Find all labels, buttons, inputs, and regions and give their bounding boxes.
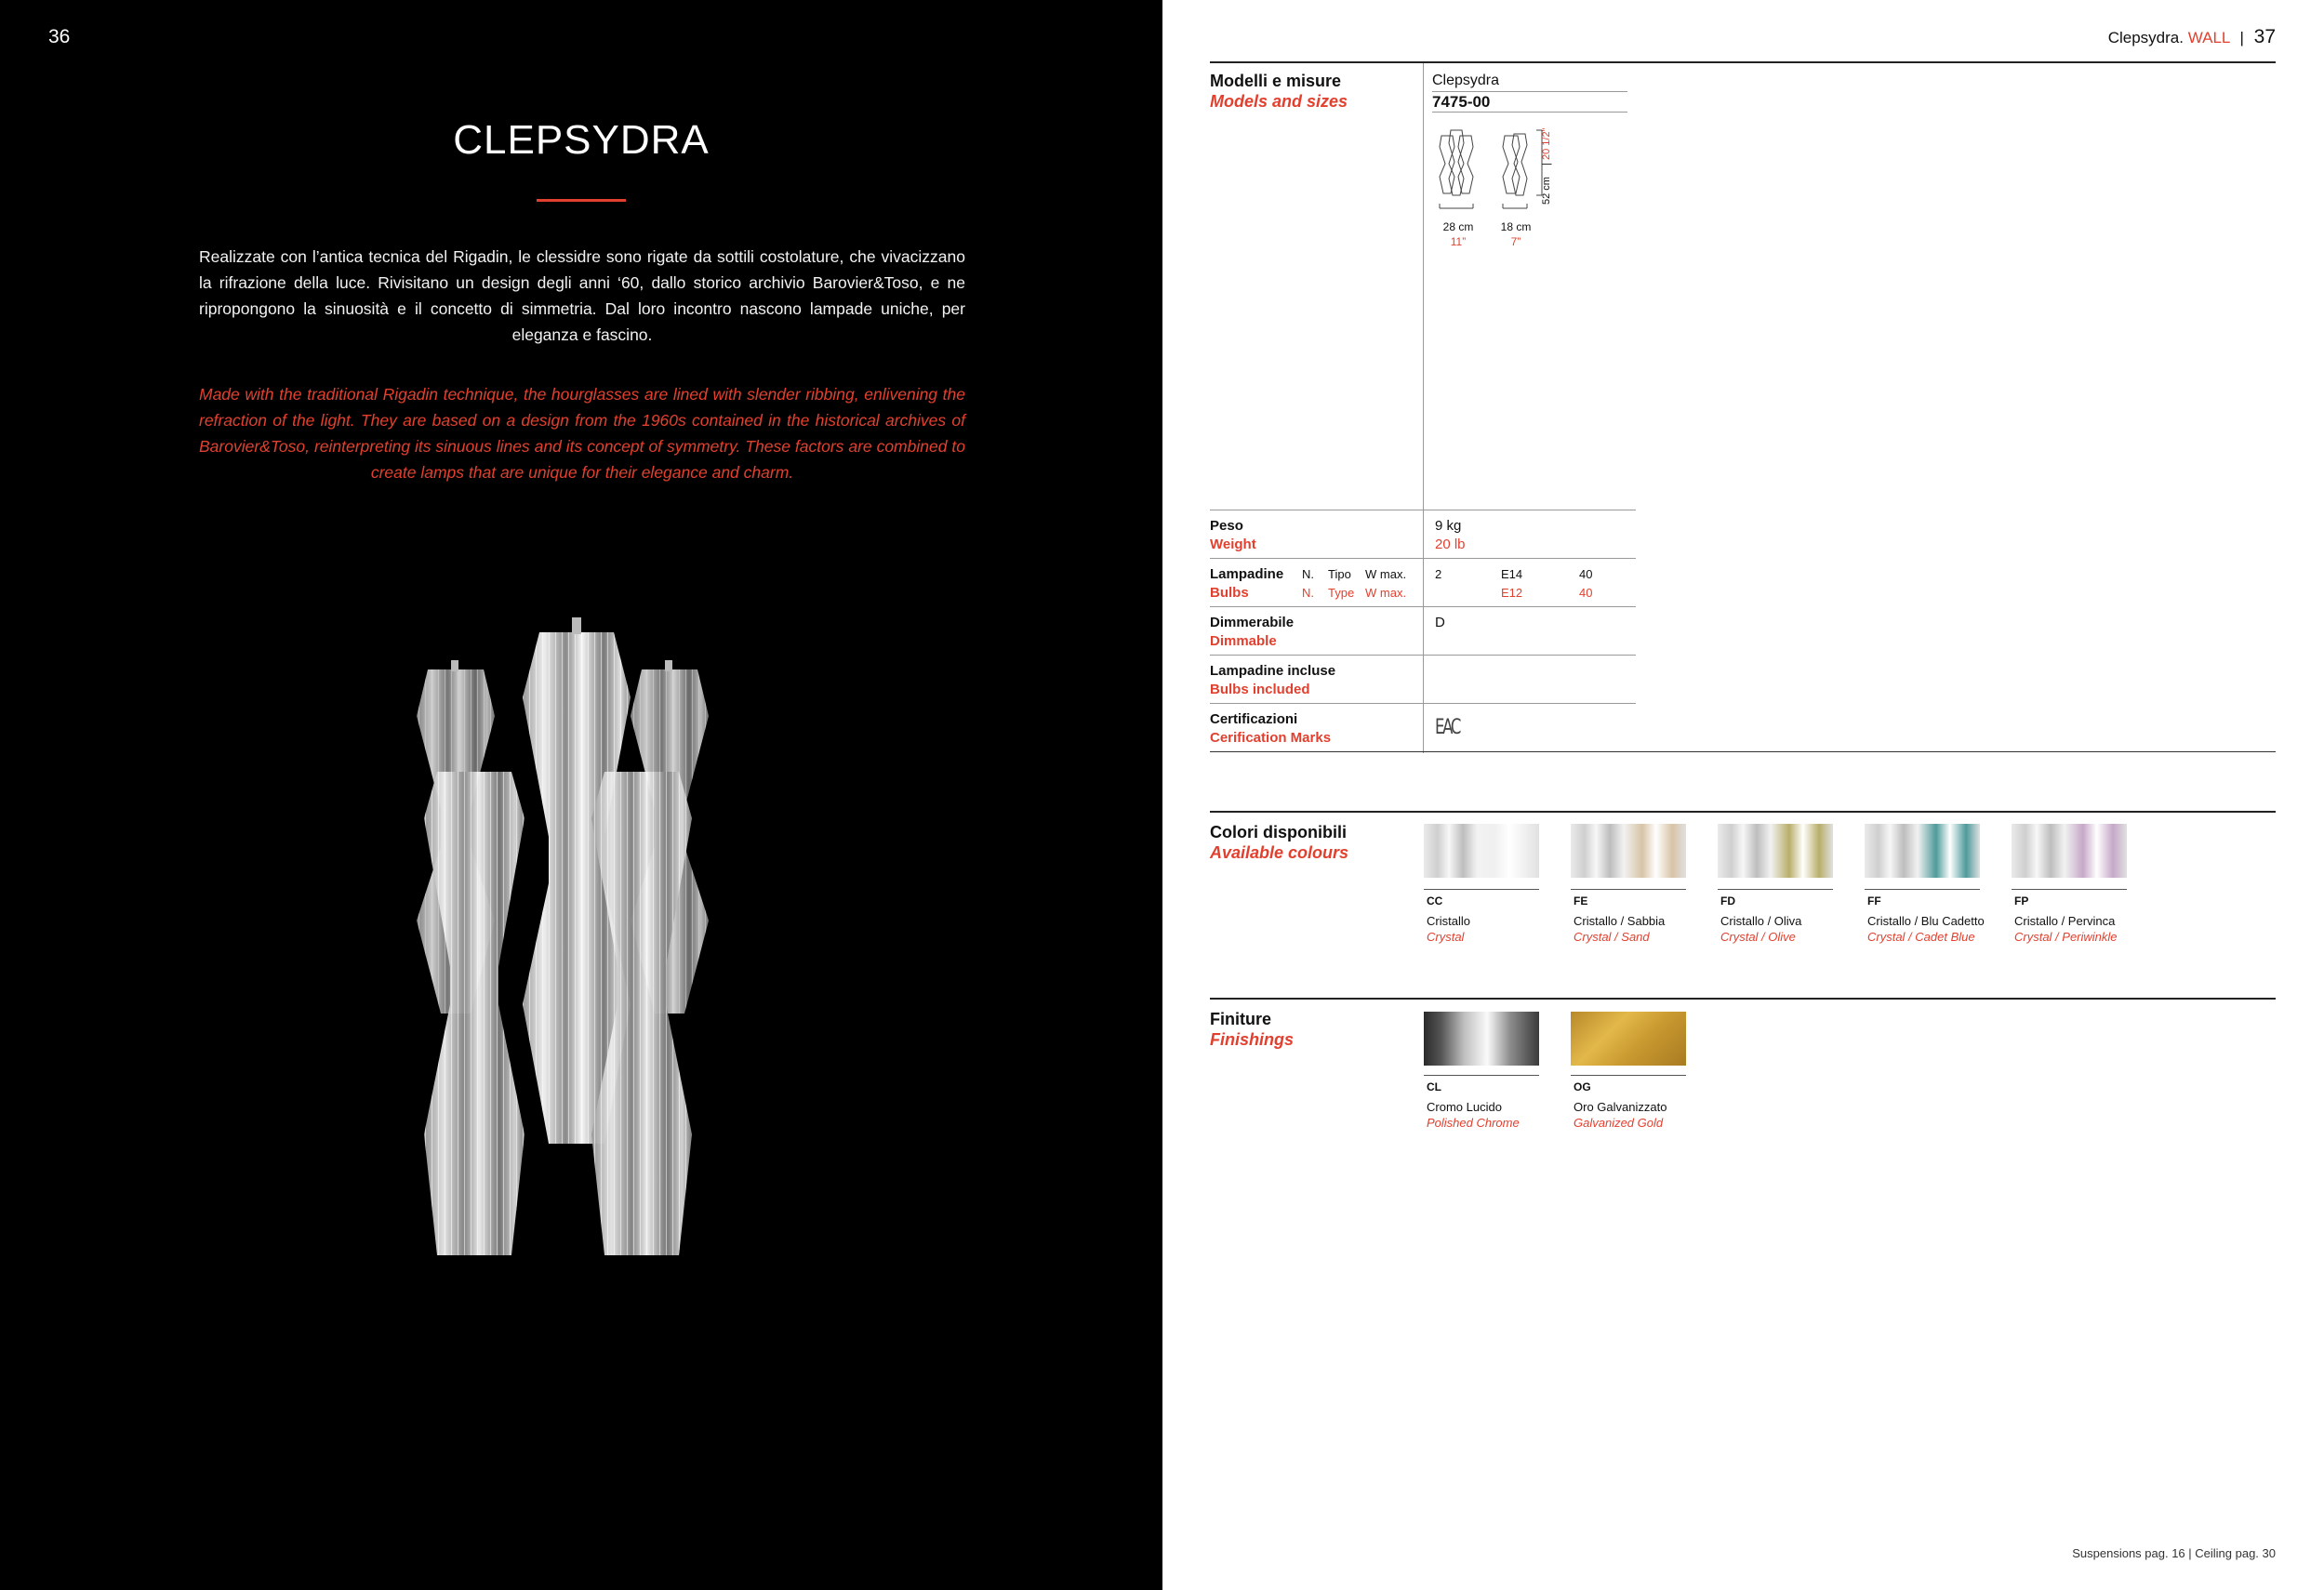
running-header <box>2108 26 2276 48</box>
colour-swatch-fd[interactable] <box>1718 824 1833 878</box>
colour-swatch-fp[interactable] <box>2012 824 2127 878</box>
bulbs-type-header: Tipo Type <box>1328 567 1355 600</box>
weight-value: 9 kg 20 lb <box>1435 518 1466 552</box>
finish-code-gold: OG <box>1574 1080 1591 1093</box>
model-size-diagram <box>1432 119 1572 221</box>
colour-rule-fd <box>1718 889 1833 890</box>
model-code-rule <box>1432 112 1627 113</box>
page-number-right: 37 <box>2253 26 2276 47</box>
certifications-label: Certificazioni Cerification Marks <box>1210 711 1332 746</box>
model-name: Clepsydra <box>1432 73 1500 88</box>
row-rule-certifications <box>1210 703 1636 704</box>
title-underline <box>537 199 626 202</box>
colour-code-fe: FE <box>1574 894 1588 908</box>
colours-label: Colori disponibili Available colours <box>1210 823 1349 862</box>
description-english: Made with the traditional Rigadin technique, the hourglasses are lined with slender ribbing, enlivening the refraction of the light. They are based on a design from the 1960s contained in the historical archives of Barovier&Toso, reinterpreting its sinuous lines and its concept of symmetry. These factors are combined to create lamps that are unique for their elegance and charm. <box>199 385 965 482</box>
colour-swatch-cc[interactable] <box>1424 824 1539 878</box>
colours-rule <box>1210 811 2276 813</box>
page-title: CLEPSYDRA <box>453 117 710 163</box>
colour-code-cc: CC <box>1427 894 1443 908</box>
description-italian: Realizzate con l’antica tecnica del Rigadin, le clessidre sono rigate da sottili costolature, che vivacizzano la rifrazione della luce. Rivisitano un design degli anni ‘60, dallo storico archivio Barovier&Toso, e ne ripropongono la sinuosità e il concetto di simmetria. Dal loro incontro nascono lampade uniche, per eleganza e fascino. <box>199 247 965 344</box>
bulbs-type-value: E14 E12 <box>1501 567 1523 600</box>
finish-swatch-chrome[interactable] <box>1424 1012 1539 1066</box>
header-product: Clepsydra. <box>2107 29 2184 46</box>
colour-name-ff: Cristallo / Blu Cadetto Crystal / Cadet Blue <box>1867 914 1985 944</box>
colour-code-ff: FF <box>1867 894 1881 908</box>
cross-reference-footer: Suspensions pag. 16 | Ceiling pag. 30 <box>2072 1546 2276 1560</box>
bulbs-wmax-header: W max. W max. <box>1365 567 1407 600</box>
width-dimension: 28 cm 11” <box>1442 220 1474 248</box>
bulbs-n-value: 2 <box>1435 567 1442 581</box>
colour-name-fd: Cristallo / Oliva Crystal / Olive <box>1720 914 1802 944</box>
finish-swatch-gold[interactable] <box>1571 1012 1686 1066</box>
bulbs-wmax-value: 40 40 <box>1579 567 1593 600</box>
colour-code-fp: FP <box>2014 894 2029 908</box>
finish-name-chrome: Cromo Lucido Polished Chrome <box>1427 1100 1520 1130</box>
colour-rule-fp <box>2012 889 2127 890</box>
finishes-label: Finiture Finishings <box>1210 1010 1294 1049</box>
right-page <box>1162 0 2324 1590</box>
models-label: Modelli e misure Models and sizes <box>1210 72 1348 111</box>
colour-code-fd: FD <box>1720 894 1735 908</box>
finish-rule-chrome <box>1424 1075 1539 1076</box>
spec-table-divider <box>1423 63 1424 753</box>
model-code: 7475-00 <box>1432 93 1491 111</box>
eac-certification-mark: EAC <box>1435 716 1460 739</box>
dimmable-value: D <box>1435 615 1445 630</box>
colour-name-fe: Cristallo / Sabbia Crystal / Sand <box>1574 914 1666 944</box>
row-rule-bulbs <box>1210 558 1636 559</box>
row-rule-dimmable <box>1210 606 1636 607</box>
height-cm-label: 52 cm <box>1541 177 1552 205</box>
bulbs-included-label: Lampadine incluse Bulbs included <box>1210 663 1336 697</box>
spec-table-bottom-rule <box>1210 751 2276 752</box>
product-photo-wall-lamp <box>409 614 753 1283</box>
row-rule-bulbs-included <box>1210 655 1636 656</box>
depth-dimension: 18 cm 7” <box>1500 220 1532 248</box>
colour-swatch-ff[interactable] <box>1865 824 1980 878</box>
colour-name-fp: Cristallo / Pervinca Crystal / Periwinkle <box>2014 914 2118 944</box>
finish-rule-gold <box>1571 1075 1686 1076</box>
finishes-rule <box>1210 998 2276 1000</box>
finish-name-gold: Oro Galvanizzato Galvanized Gold <box>1574 1100 1667 1130</box>
dimmable-label: Dimmerabile Dimmable <box>1210 615 1295 649</box>
colour-rule-ff <box>1865 889 1980 890</box>
top-rule <box>1210 61 2276 63</box>
height-in-label: 20 1/2” <box>1541 127 1552 160</box>
bulbs-label: Lampadine Bulbs <box>1210 566 1284 601</box>
model-name-rule <box>1432 91 1627 92</box>
header-category: WALL <box>2187 29 2230 46</box>
finish-code-chrome: CL <box>1427 1080 1441 1093</box>
colour-swatch-fe[interactable] <box>1571 824 1686 878</box>
weight-label: Peso Weight <box>1210 518 1256 552</box>
bulbs-n-header: N. N. <box>1302 567 1314 600</box>
colour-name-cc: Cristallo Crystal <box>1427 914 1470 944</box>
colour-rule-cc <box>1424 889 1539 890</box>
colour-rule-fe <box>1571 889 1686 890</box>
header-separator: | <box>2239 29 2244 46</box>
height-separator: | <box>1541 163 1552 166</box>
page-number-left: 36 <box>48 26 71 47</box>
